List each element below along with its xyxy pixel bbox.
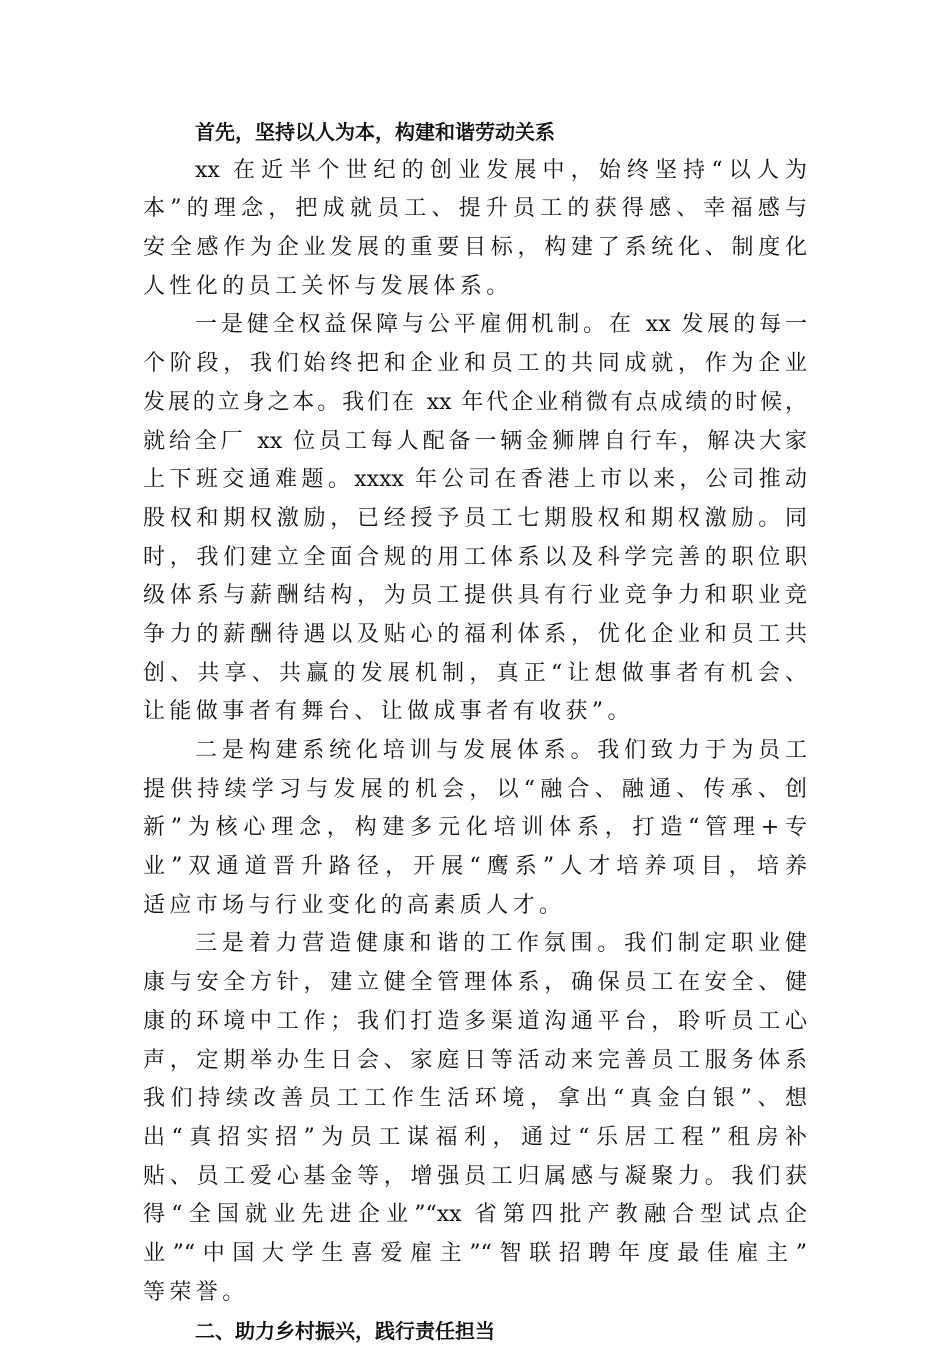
paragraph: [143, 732, 807, 925]
text-line: 一是健全权益保障与公平雇佣机制。在 xx 发展的每一: [195, 312, 807, 338]
paragraph: [143, 306, 807, 732]
text-line: 等荣誉。: [143, 1279, 249, 1305]
text-line: 得“全国就业先进企业”“xx 省第四批产教融合型试点企: [143, 1202, 807, 1228]
text-line: 个阶段，我们始终把和企业和员工的共同成就，作为企业: [143, 351, 807, 377]
text-line: 出“真招实招”为员工谋福利，通过“乐居工程”租房补: [143, 1124, 807, 1150]
text-line: 贴、员工爱心基金等，增强员工归属感与凝聚力。我们获: [143, 1163, 807, 1189]
text-line: 本”的理念，把成就员工、提升员工的获得感、幸福感与: [143, 196, 807, 222]
text-line: 业”双通道晋升路径，开展“鹰系”人才培养项目，培养: [143, 854, 807, 880]
text-line: 股权和期权激励，已经授予员工七期股权和期权激励。同: [143, 505, 807, 531]
text-line: 上下班交通难题。xxxx 年公司在香港上市以来，公司推动: [143, 467, 807, 493]
paragraph: [143, 152, 807, 307]
document-body: [143, 113, 807, 1351]
section-heading-2: 二、助力乡村振兴，践行责任担当: [195, 1319, 495, 1344]
text-line: 三是着力营造健康和谐的工作氛围。我们制定职业健: [195, 931, 807, 957]
text-line: 争力的薪酬待遇以及贴心的福利体系，优化企业和员工共: [143, 621, 807, 647]
text-line: 二是构建系统化培训与发展体系。我们致力于为员工: [195, 738, 807, 763]
section-heading-1: 首先，坚持以人为本，构建和谐劳动关系: [195, 120, 555, 144]
paragraph: [143, 925, 807, 1312]
text-line: 适应市场与行业变化的高素质人才。: [143, 892, 566, 918]
text-line: xx 在近半个世纪的创业发展中，始终坚持“以人为: [195, 157, 807, 183]
text-line: 新”为核心理念，构建多元化培训体系，打造“管理+专: [143, 815, 807, 841]
text-line: 我们持续改善员工工作生活环境，拿出“真金白银”、想: [143, 1086, 807, 1112]
text-line: 发展的立身之本。我们在 xx 年代企业稍微有点成绩的时候，: [143, 389, 807, 415]
text-line: 级体系与薪酬结构，为员工提供具有行业竞争力和职业竞: [143, 583, 807, 609]
paragraphs: [143, 152, 807, 1313]
text-line: 就给全厂 xx 位员工每人配备一辆金狮牌自行车，解决大家: [143, 428, 807, 454]
text-line: 业”“中国大学生喜爱雇主”“智联招聘年度最佳雇主”: [143, 1240, 807, 1266]
text-line: 康与安全方针，建立健全管理体系，确保员工在安全、健: [143, 970, 807, 996]
text-line: 康的环境中工作；我们打造多渠道沟通平台，聆听员工心: [143, 1008, 807, 1034]
text-line: 声，定期举办生日会、家庭日等活动来完善员工服务体系: [143, 1047, 807, 1073]
text-line: 人性化的员工关怀与发展体系。: [143, 273, 513, 299]
text-line: 时，我们建立全面合规的用工体系以及科学完善的职位职: [143, 544, 807, 570]
text-line: 让能做事者有舞台、让做成事者有收获”。: [143, 699, 634, 725]
text-line: 提供持续学习与发展的机会，以“融合、融通、传承、创: [143, 776, 807, 802]
text-line: 安全感作为企业发展的重要目标，构建了系统化、制度化: [143, 235, 807, 261]
text-line: 创、共享、共赢的发展机制，真正“让想做事者有机会、: [143, 660, 807, 686]
